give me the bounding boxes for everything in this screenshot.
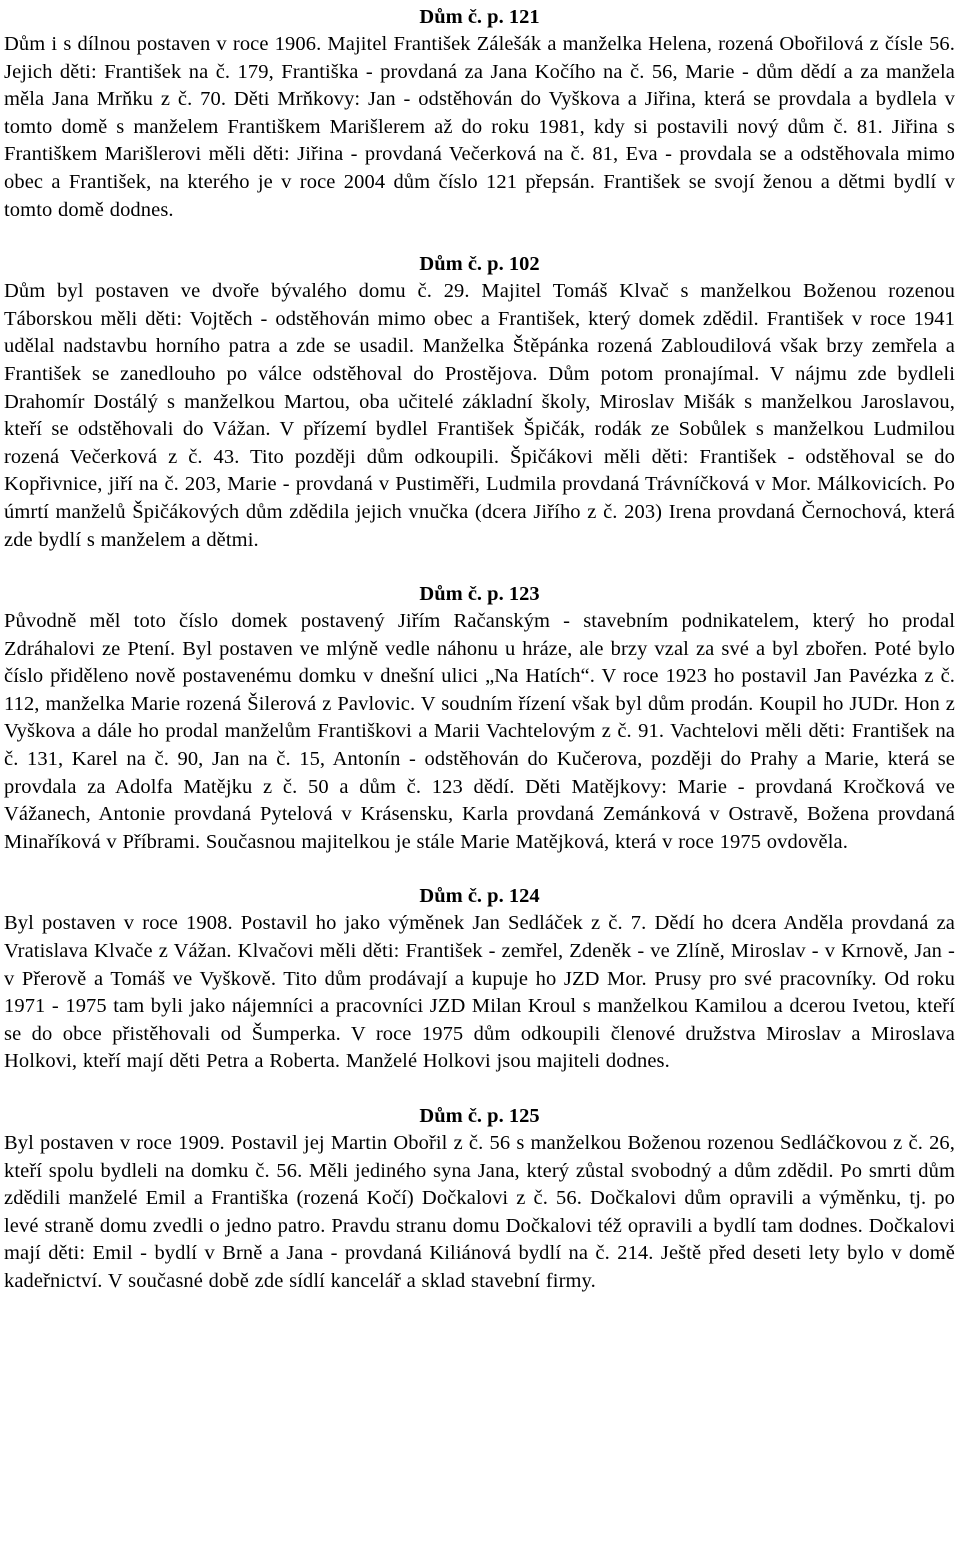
section-paragraph: Původně měl toto číslo domek postavený Jiřím Račanským - stavebním podnikatelem, který ho prodal Zdráhalovi ze Ptení. Byl postaven ve mlýně vedle náhonu u hráze, ale brzy vzal za své a byl zbořen. Poté bylo číslo přiděleno nově postavenému domku v dnešní ulici „Na Hatích“. V roce 1923 ho postavil Jan Pavézka z č. 112, manželka Marie rozená Šilerová z Pavlovic. V soudním řízení však byl dům prodán. Koupil ho JUDr. Hon z Vyškova a dále ho prodal manželům Františkovi a Marii Vachtelovým z č. 91. Vachtelovi měli děti: František na č. 131, Karel na č. 90, Jan na č. 15, Antonín - odstěhován do Kučerova, později do Prahy a Marie, která se provdala za Adolfa Matějku z č. 50 a dům č. 123 dědí. Děti Matějkovy: Marie - provdaná Kročková ve Vážanech, Antonie provdaná Pytelová v Krásensku, Karla provdaná Zemánková v Ostravě, Božena provdaná Minaříková v Příbrami. Současnou majitelkou je stále Marie Matějková, která v roce 1975 ovdověla. <box>4 610 955 853</box>
section-paragraph: Byl postaven v roce 1909. Postavil jej Martin Obořil z č. 56 s manželkou Boženou rozenou Sedláčkovou z č. 26, kteří spolu bydleli na domku č. 56. Měli jediného syna Jana, který zůstal svobodný a dům zdědil. Po smrti dům zdědili manželé Emil a Františka (rozená Kočí) Dočkalovi z č. 56. Dočkalovi dům opravili a výměnku, tj. po levé straně domu zvedli o jedno patro. Pravdu stranu domu Dočkalovi též opravili a bydlí tam dodnes. Dočkalovi mají děti: Emil - bydlí v Brně a Jana - provdaná Kiliánová bydlí na č. 214. Ještě před deseti lety bylo v domě kadeřnictví. V současné době zde sídlí kancelář a sklad stavební firmy. <box>4 1132 955 1292</box>
house-section-121 <box>4 4 955 224</box>
section-heading: Dům č. p. 125 <box>419 1105 540 1127</box>
section-heading: Dům č. p. 124 <box>419 885 540 908</box>
house-section-102 <box>4 251 955 554</box>
house-section-123 <box>4 581 955 856</box>
house-section-125 <box>4 1103 955 1296</box>
section-paragraph: Dům i s dílnou postaven v roce 1906. Majitel František Zálešák a manželka Helena, rozená Obořilová z čísle 56. Jejich děti: František na č. 179, Františka - provdaná za Jana Kočího na č. 56, Marie - dům dědí a za manžela měla Jana Mrňku z č. 70. Děti Mrňkovy: Jan - odstěhován do Vyškova a Jiřina, která se provdala a bydlela v tomto domě s manželem Františkem Marišlerem až do roku 1981, kdy si postavili nový dům č. 81. Jiřina s Františkem Marišlerovi měli děti: Jiřina - provdaná Večerková na č. 81, Eva - provdala se a odstěhovala mimo obec a František, na kterého je v roce 2004 dům číslo 121 přepsán. František se svojí ženou a dětmi bydlí v tomto domě dodnes. <box>4 33 955 221</box>
section-heading: Dům č. p. 121 <box>419 6 540 28</box>
section-heading: Dům č. p. 102 <box>419 253 540 276</box>
document-page <box>4 4 955 1296</box>
section-paragraph: Dům byl postaven ve dvoře bývalého domu č. 29. Majitel Tomáš Klvač s manželkou Boženou rozenou Táborskou měli děti: Vojtěch - odstěhován mimo obec a František, který domek zdědil. František v roce 1941 udělal nadstavbu horního patra a zde se usadil. Manželka Štěpánka rozená Zabloudilová však brzy zemřela a František se zanedlouho po válce odstěhoval do Prostějova. Dům potom pronajímal. V nájmu zde bydleli Drahomír Dostálý s manželkou Martou, oba učitelé základní školy, Miroslav Mišák s manželkou Jaroslavou, kteří se odstěhovali do Vážan. V přízemí bydlel František Špičák, rodák ze Sobůlek s manželkou Ludmilou rozená Večerková z č. 43. Tito později dům odkoupili. Špičákovi měli děti: František - odstěhoval se do Kopřivnice, jiří na č. 203, Marie - provdaná v Pustiměři, Ludmila provdaná Trávníčková v Mor. Málkovicích. Po úmrtí manželů Špičákových dům zdědila jejich vnučka (dcera Jiřího z č. 203) Irena provdaná Černochová, která zde bydlí s manželem a dětmi. <box>4 280 955 551</box>
section-paragraph: Byl postaven v roce 1908. Postavil ho jako výměnek Jan Sedláček z č. 7. Dědí ho dcera Anděla provdaná za Vratislava Klvače z Vážan. Klvačovi měli děti: František - zemřel, Zdeněk - ve Zlíně, Miroslav - v Krnově, Jan - v Přerově a Tomáš ve Vyškově. Tito dům prodávají a kupuje ho JZD Mor. Prusy pro své pracovníky. Od roku 1971 - 1975 tam byli jako nájemníci a pracovníci JZD Milan Kroul s manželkou Kamilou a dcerou Ivetou, kteří se do obce přistěhovali od Šumperka. V roce 1975 dům odkoupili členové družstva Miroslav a Miroslava Holkovi, kteří mají děti Petra a Roberta. Manželé Holkovi jsou majiteli dodnes. <box>4 912 955 1073</box>
house-section-124 <box>4 883 955 1076</box>
section-heading: Dům č. p. 123 <box>419 583 540 606</box>
